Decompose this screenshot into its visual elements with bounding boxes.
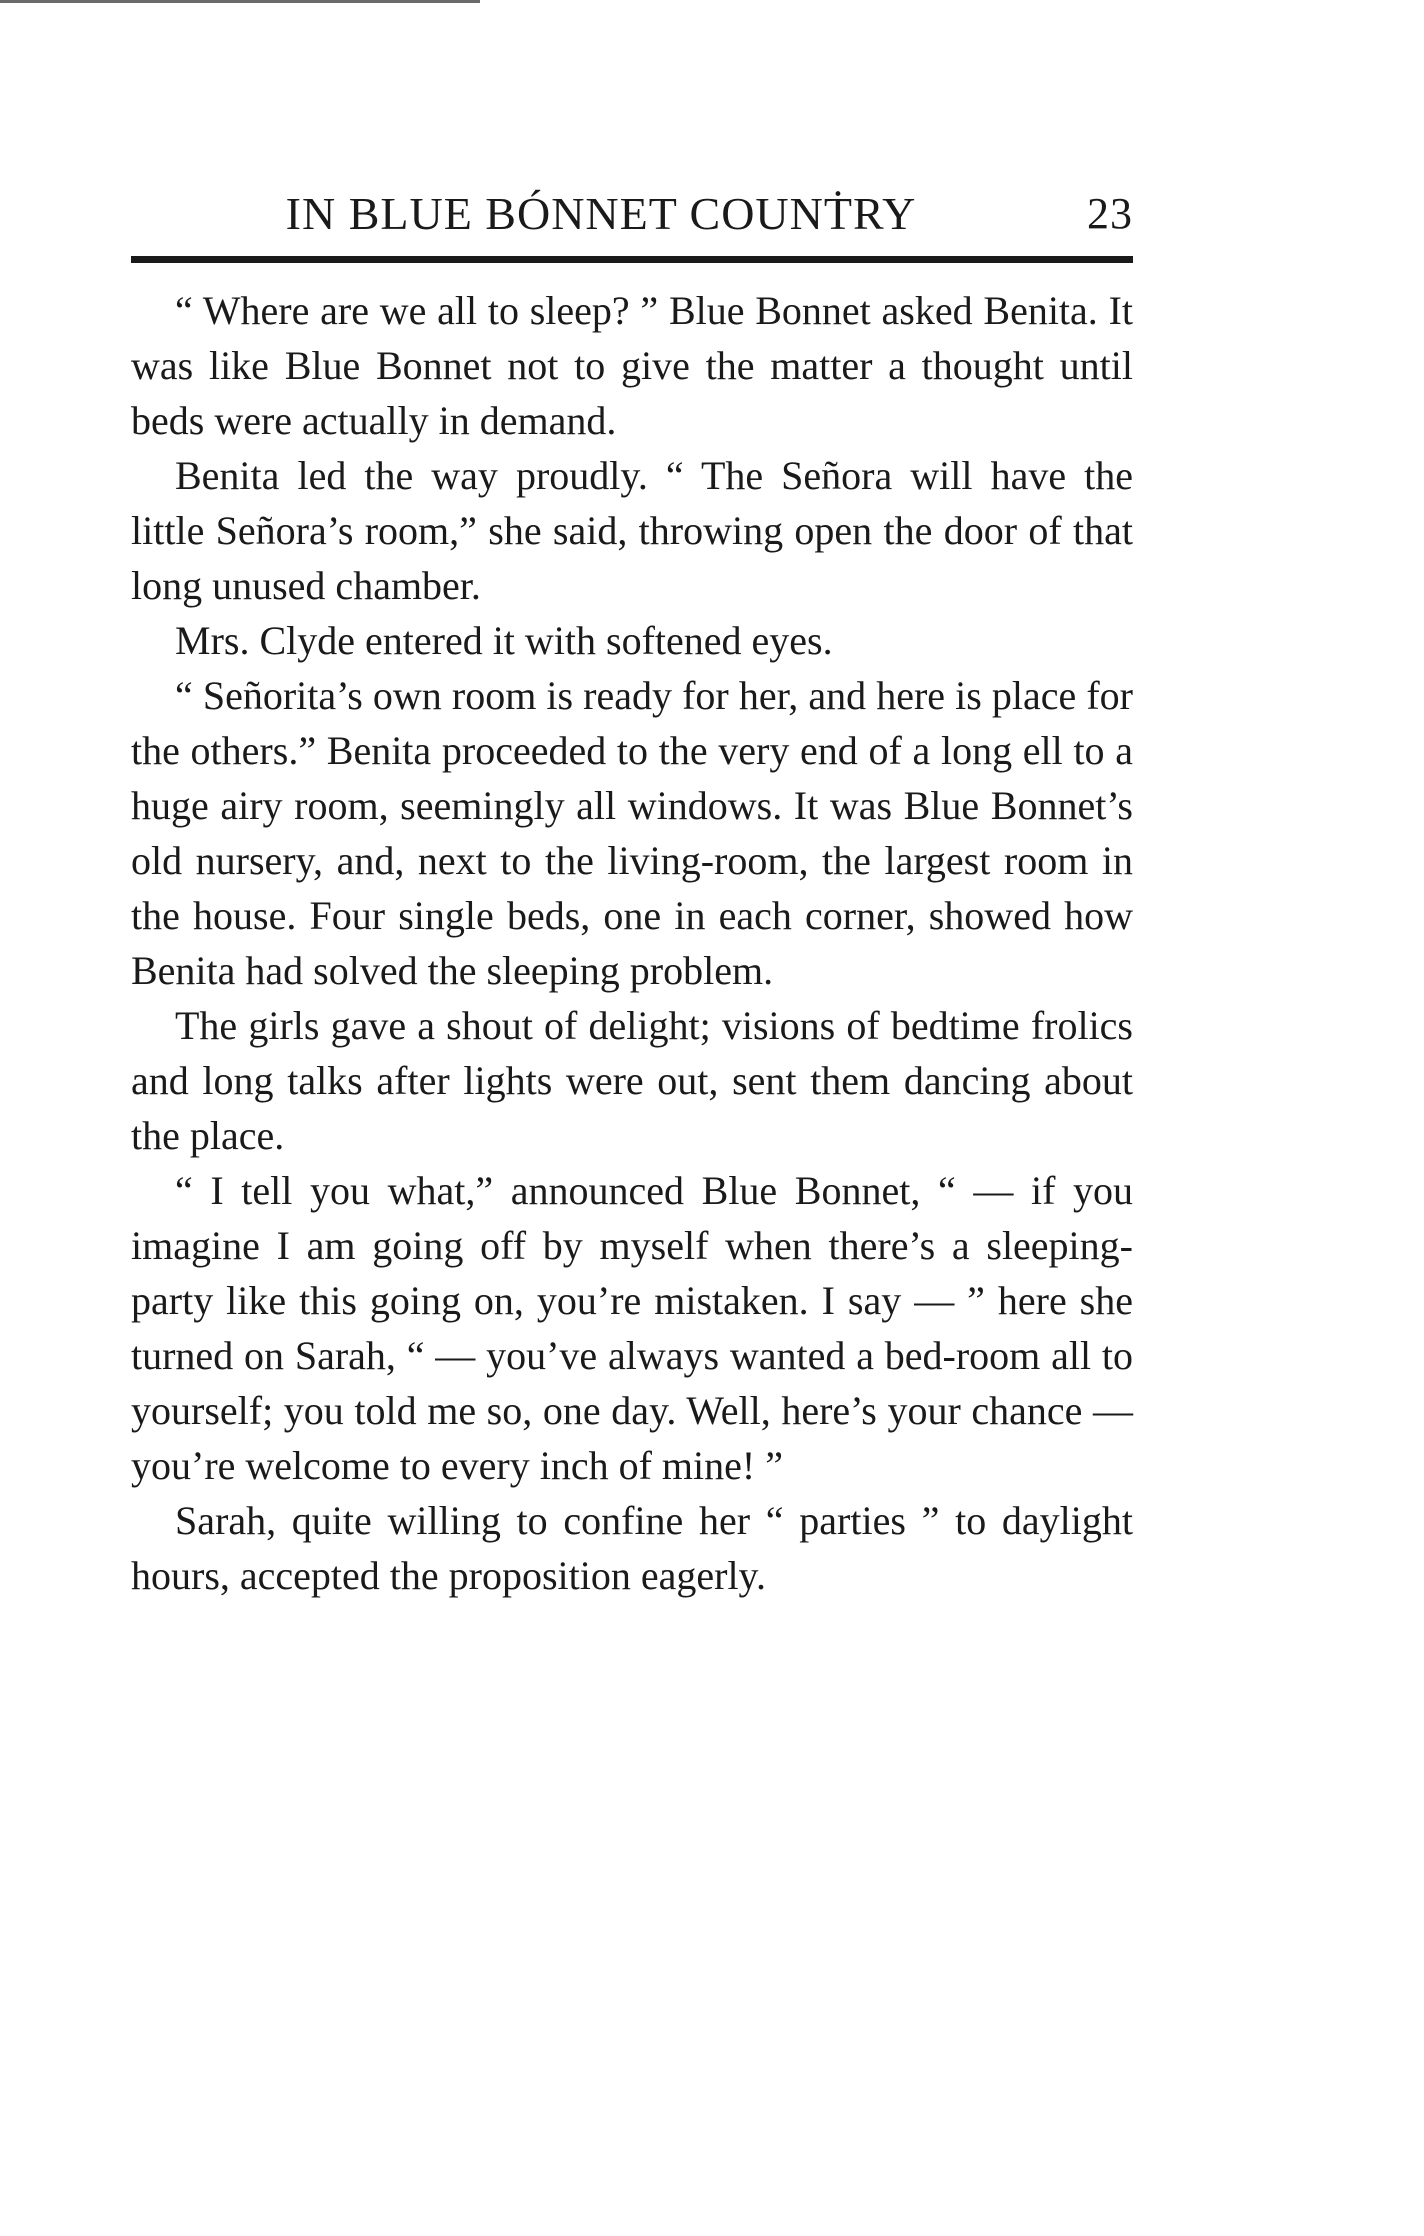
running-title: IN BLUE BÓNNET COUNṪRY xyxy=(285,188,917,239)
paragraph: Sarah, quite willing to confine her “ parties ” to daylight hours, accepted the proposition eagerly. xyxy=(131,1498,1133,1598)
paragraph: “ I tell you what,” announced Blue Bonnet, “ — if you imagine I am going off by myself when there’s a sleeping-party like this going on, you’re mistaken. I say — ” here she turned on Sarah, “ — you’ve always wanted a bed-room all to yourself; you told me so, one day. Well, here’s your chance — you’re welcome to every inch of mine! ” xyxy=(131,1168,1133,1488)
scan-edge-line xyxy=(0,0,480,3)
header-rule xyxy=(131,256,1133,263)
paragraph: “ Señorita’s own room is ready for her, and here is place for the others.” Benita proceeded to the very end of a long ell to a huge airy room, seemingly all windows. It was Blue Bonnet’s old nursery, and, next to the living-room, the largest room in the house. Four single beds, one in each corner, showed how Benita had solved the sleeping problem. xyxy=(131,673,1133,993)
paragraph: Benita led the way proudly. “ The Señora will have the little Señora’s room,” she said, throwing open the door of that long unused chamber. xyxy=(131,453,1133,608)
page-number: 23 xyxy=(1087,189,1133,238)
paragraph: Mrs. Clyde entered it with softened eyes. xyxy=(175,618,833,663)
body-text xyxy=(131,283,1133,1603)
paragraph: “ Where are we all to sleep? ” Blue Bonnet asked Benita. It was like Blue Bonnet not to give the matter a thought until beds were actually in demand. xyxy=(131,288,1133,443)
running-head xyxy=(131,186,1133,242)
paragraph: The girls gave a shout of delight; visions of bedtime frolics and long talks after lights were out, sent them dancing about the place. xyxy=(131,1003,1133,1158)
book-page xyxy=(131,186,1133,1603)
